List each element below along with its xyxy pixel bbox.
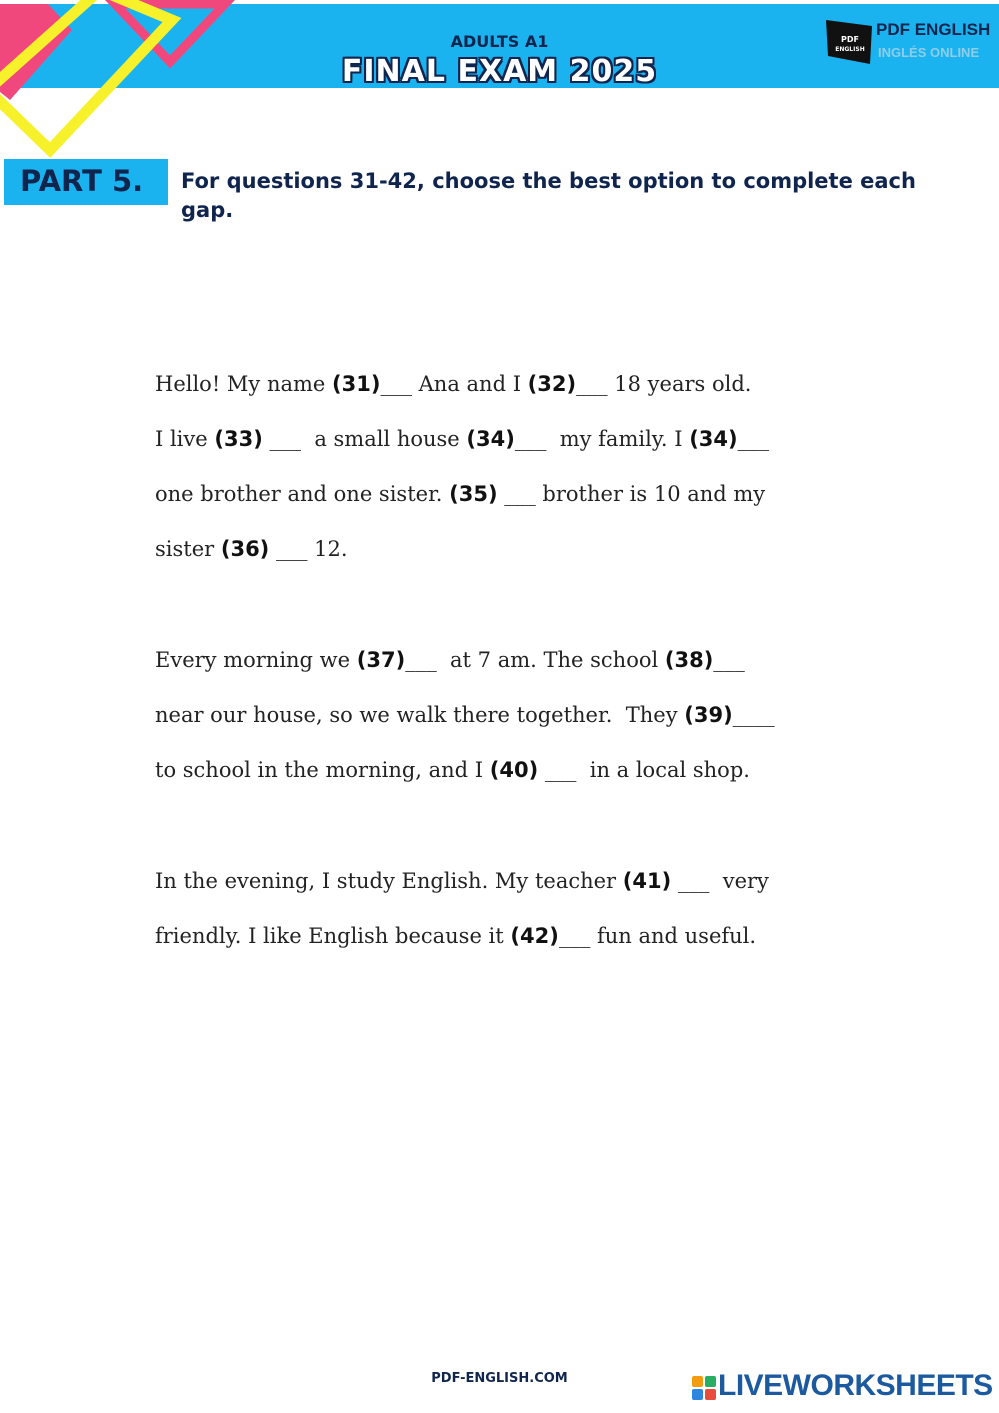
passage-line	[155, 537, 348, 561]
passage-text: ____	[732, 703, 775, 727]
passage-text: ___ 18 years old.	[576, 372, 752, 396]
passage-line	[155, 482, 765, 506]
passage-line	[155, 648, 745, 672]
exam-subtitle: ADULTS A1	[450, 32, 549, 51]
exam-title: FINAL EXAM 2025	[341, 54, 658, 89]
question-number: (34)	[689, 427, 738, 451]
liveworksheets-brand: LIVEWORKSHEETS	[718, 1369, 993, 1402]
part-instructions: For questions 31-42, choose the best option to complete each gap.	[181, 169, 916, 222]
question-number: (35)	[449, 482, 498, 506]
passage-text: ___ 12.	[269, 537, 348, 561]
passage-text: ___ at 7 am. The school	[405, 648, 665, 672]
part-label: PART 5.	[20, 164, 144, 198]
question-number: (41)	[622, 869, 672, 893]
passage-line	[155, 427, 769, 451]
question-number: (42)	[510, 924, 559, 948]
pdf-english-logo-icon	[826, 18, 874, 66]
svg-text:ENGLISH: ENGLISH	[835, 46, 865, 53]
passage-text: Every morning we	[155, 648, 357, 672]
passage-text: one brother and one sister.	[155, 482, 450, 506]
passage-line	[155, 869, 769, 893]
passage-text: ___ Ana and I	[380, 372, 528, 396]
passage-text: ___ my family. I	[514, 427, 690, 451]
question-number: (36)	[220, 537, 270, 561]
question-number: (33)	[214, 427, 263, 451]
logo-name: PDF ENGLISH	[876, 20, 991, 39]
logo-tagline: INGLÉS ONLINE	[878, 45, 980, 60]
question-number: (38)	[664, 648, 714, 672]
passage-text: ___ very	[671, 869, 769, 893]
passage-text: ___ a small house	[262, 427, 467, 451]
passage-line	[155, 758, 750, 782]
question-number: (31)	[332, 372, 381, 396]
passage-text: ___ fun and useful.	[558, 924, 757, 948]
passage-text: ___ brother is 10 and my	[497, 482, 766, 506]
passage-text: Hello! My name	[155, 372, 333, 396]
footer-site: PDF-ENGLISH.COM	[431, 1371, 568, 1386]
passage-line	[155, 924, 756, 948]
question-number: (39)	[684, 703, 733, 727]
passage-text: ___	[737, 427, 770, 451]
passage-text: to school in the morning, and I	[155, 758, 490, 782]
question-number: (37)	[356, 648, 406, 672]
passage-line	[155, 703, 775, 727]
liveworksheets-logo-icon	[692, 1376, 716, 1400]
passage-text: sister	[155, 537, 221, 561]
question-number: (40)	[489, 758, 539, 782]
question-number: (32)	[527, 372, 577, 396]
passage-text: near our house, so we walk there together. They	[155, 703, 685, 727]
passage-text: friendly. I like English because it	[155, 924, 511, 948]
passage-line	[155, 372, 751, 396]
question-number: (34)	[466, 427, 515, 451]
passage-text: I live	[155, 427, 215, 451]
passage-text: ___ in a local shop.	[538, 758, 750, 782]
passage-text: ___	[713, 648, 745, 672]
passage-text: In the evening, I study English. My teacher	[155, 869, 623, 893]
svg-text:PDF: PDF	[841, 35, 859, 44]
